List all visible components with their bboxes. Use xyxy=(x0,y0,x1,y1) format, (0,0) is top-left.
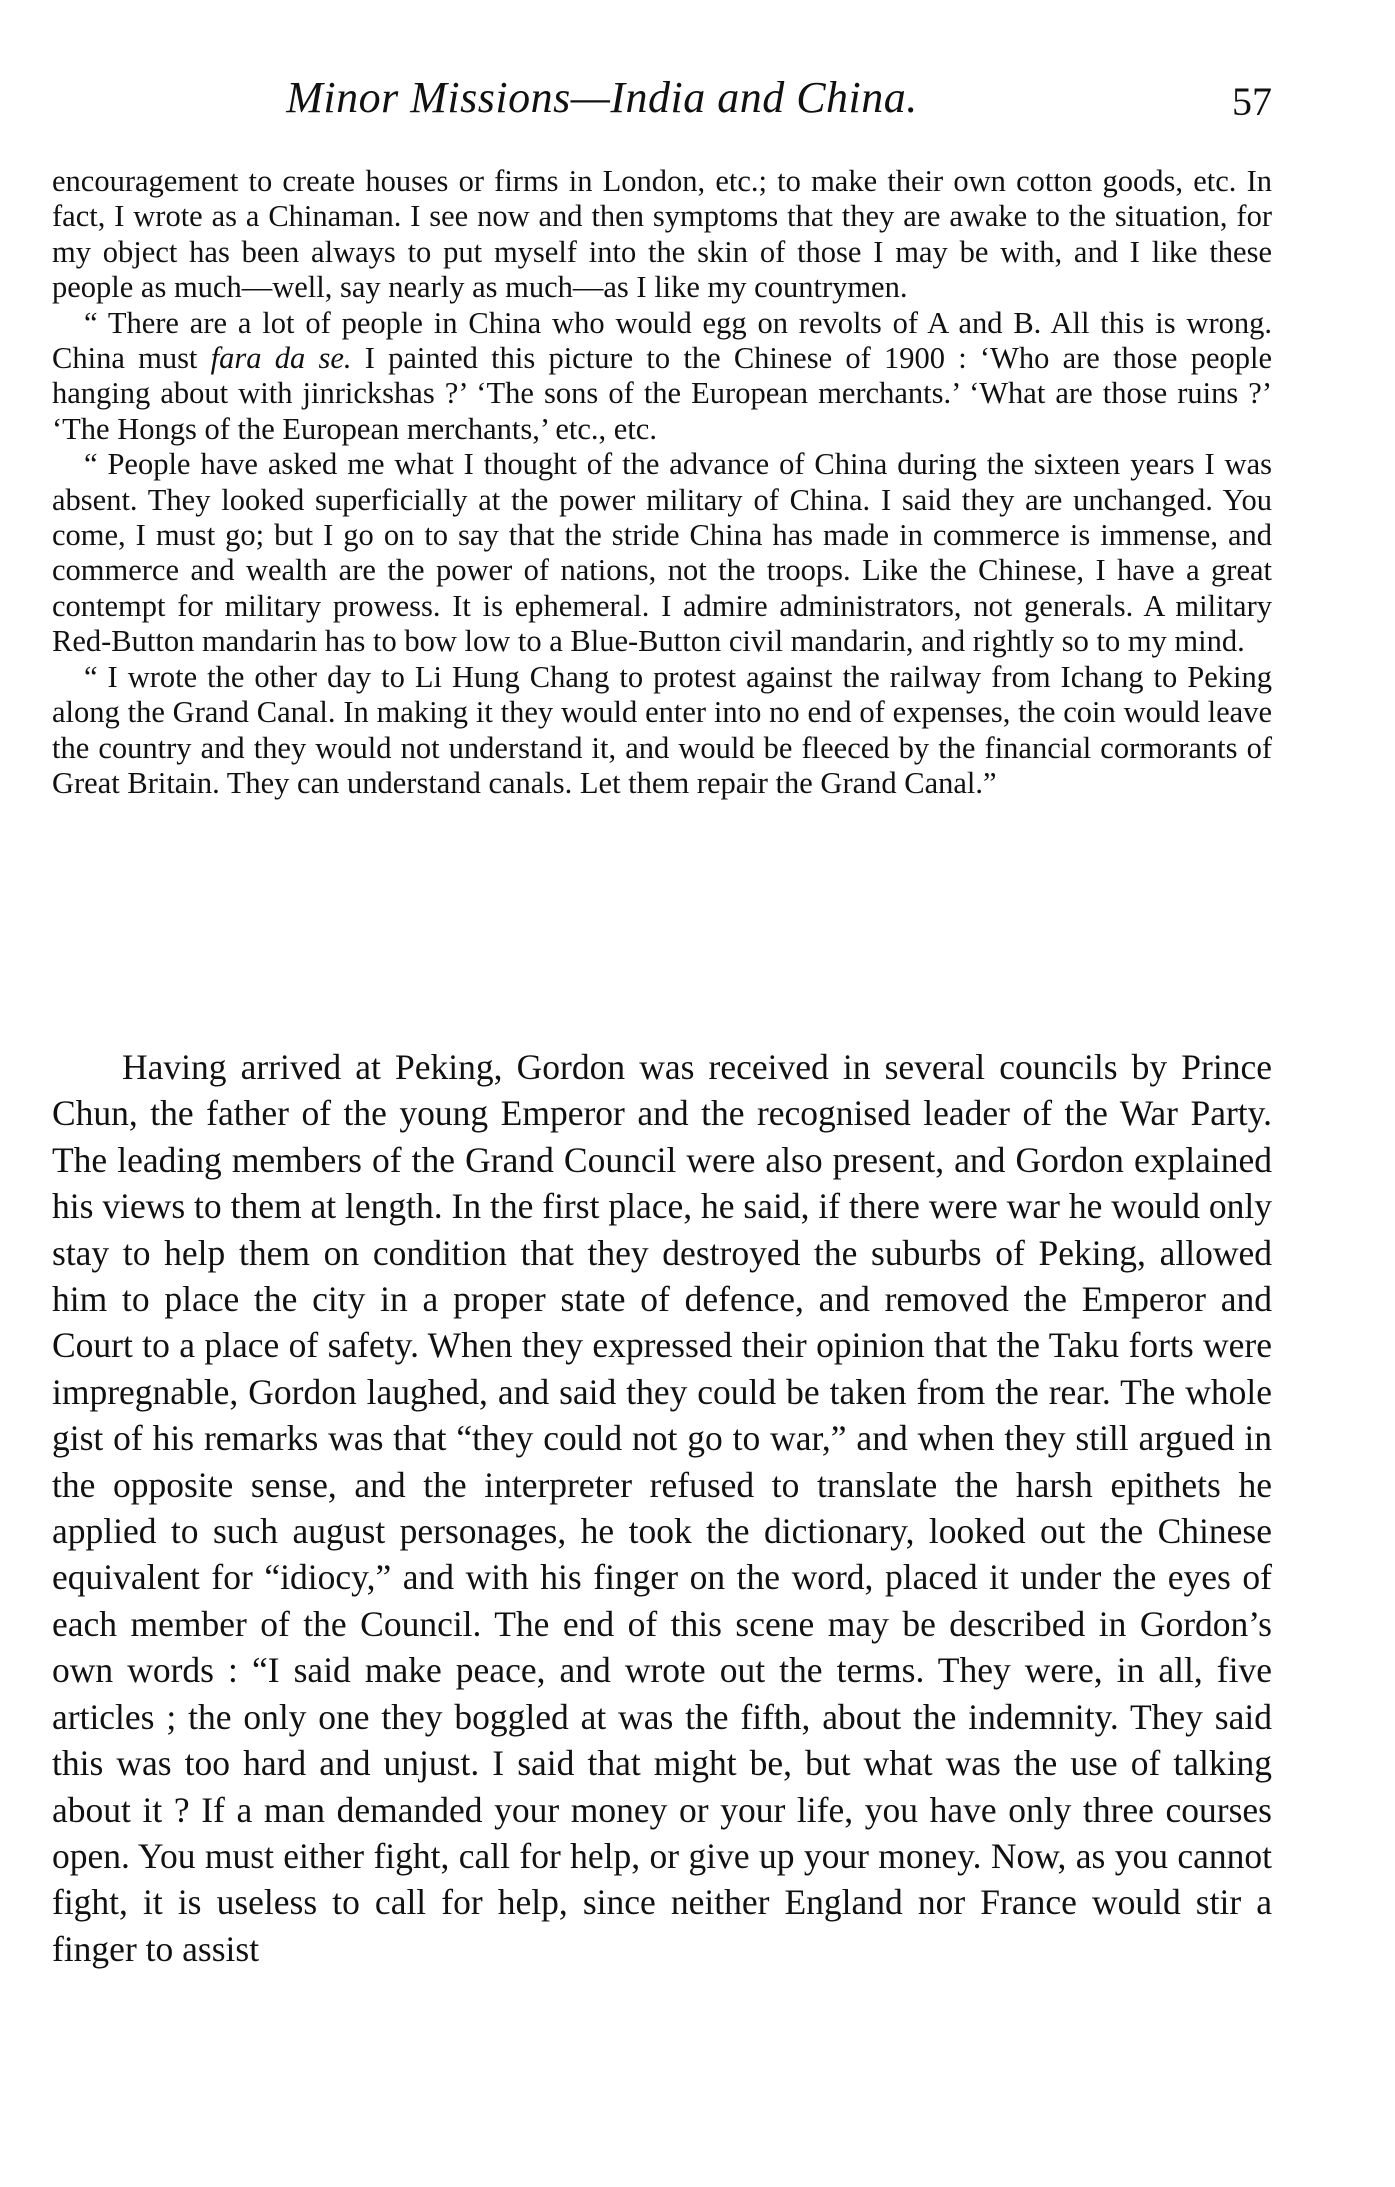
page-number: 57 xyxy=(1232,79,1272,124)
running-title: Minor Missions—India and China. xyxy=(286,73,918,122)
body-paragraph-1: Having arrived at Peking, Gordon was received in several councils by Prince Chun, the father of the young Emperor and the recognised leader of the War Party. The leading members of the Grand Council were also present, and Gordon explained his views to them at length. In the first place, he said, if there were war he would only stay to help them on condition that they destroyed the suburbs of Peking, allowed him to place the city in a proper state of defence, and removed the Emperor and Court to a place of safety. When they expressed their opinion that the Taku forts were impregnable, Gordon laughed, and said they could be taken from the rear. The whole gist of his remarks was that “they could not go to war,” and when they still argued in the opposite sense, and the interpreter refused to translate the harsh epithets he applied to such august personages, he took the dictionary, looked out the Chinese equivalent for “idiocy,” and with his finger on the word, placed it under the eyes of each member of the Council. The end of this scene may be described in Gordon’s own words : “I said make peace, and wrote out the terms. They were, in all, five articles ; the only one they boggled at was the fifth, about the indemnity. They said this was too hard and unjust. I said that might be, but what was the use of talking about it ? If a man demanded your money or your life, you have only three courses open. You must either fight, call for help, or give up your money. Now, as you cannot fight, it is useless to call for help, since neither England nor France would stir a finger to assist xyxy=(52,1047,1272,1969)
quoted-letter xyxy=(52,164,1272,801)
quote-paragraph-3: “ People have asked me what I thought of the advance of China during the sixteen years I was absent. They looked superficially at the power military of China. I said they are unchanged. You come, I must go; but I go on to say that the stride China has made in commerce is immense, and commerce and wealth are the power of nations, not the troops. Like the Chinese, I have a great contempt for military prowess. It is ephemeral. I admire administrators, not generals. A military Red-Button mandarin has to bow low to a Blue-Button civil mandarin, and rightly so to my mind. xyxy=(52,447,1272,659)
running-head xyxy=(52,68,1272,128)
quote-paragraph-2-start: “ There are a lot of people in China who would egg on revolts of A and B. All this is wrong. China must xyxy=(52,305,1272,376)
body-text xyxy=(52,1044,1272,1972)
italic-phrase: fara da se. xyxy=(210,341,352,376)
quote-paragraph-1: encouragement to create houses or firms in London, etc.; to make their own cotton goods, etc. In fact, I wrote as a Chinaman. I see now and then symptoms that they are awake to the situation, for my object has been always to put myself into the skin of those I may be with, and I like these people as much—well, say nearly as much—as I like my countrymen. xyxy=(52,164,1272,305)
quote-paragraph-2 xyxy=(52,306,1272,448)
quote-paragraph-4: “ I wrote the other day to Li Hung Chang to protest against the railway from Ichang to Peking along the Grand Canal. In making it they would enter into no end of expenses, the coin would leave the country and they would not understand it, and would be fleeced by the financial cormorants of Great Britain. They can understand canals. Let them repair the Grand Canal.” xyxy=(52,659,1272,800)
quote-paragraph-2-end: I painted this picture to the Chinese of 1900 : ‘Who are those people hanging about with jinrickshas ?’ ‘The sons of the European merchants.’ ‘What are those ruins ?’ ‘The Hongs of the European merchants,’ etc., etc. xyxy=(52,341,1273,446)
